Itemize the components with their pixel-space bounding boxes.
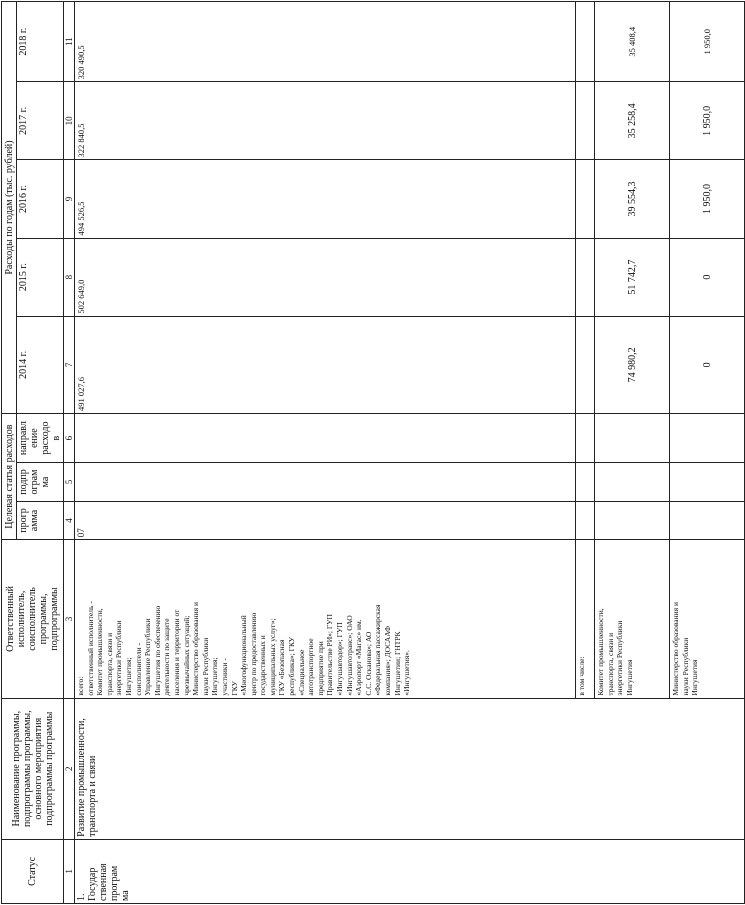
value-2014 [576, 316, 595, 413]
value-2017 [576, 82, 595, 160]
header-year-2016: 2016 г. [17, 160, 64, 238]
row-status: 1. Государ ственная програм ма [75, 839, 745, 903]
value-2018: 320 490,5 [75, 2, 576, 82]
header-year-2015: 2015 г. [17, 238, 64, 316]
header-row-1 [2, 2, 17, 904]
row-executor-including: в том числе: [576, 540, 595, 698]
value-2018: 35 408,4 [595, 2, 670, 82]
row-direction-code [75, 414, 576, 463]
column-number: 4 [64, 501, 75, 540]
header-subprogram: подпр ограм ма [17, 463, 64, 502]
value-2018: 1 950,0 [670, 2, 745, 82]
row-program-code: 07 [75, 501, 576, 540]
value-2016: 494 526,5 [75, 160, 576, 238]
column-number: 3 [64, 540, 75, 698]
column-number: 7 [64, 316, 75, 413]
column-number: 9 [64, 160, 75, 238]
value-2016 [576, 160, 595, 238]
rotated-table-wrapper [1, 1, 713, 904]
value-2017: 1 950,0 [670, 82, 745, 160]
column-number-row [64, 2, 75, 904]
header-program: прогр амма [17, 501, 64, 540]
column-number: 5 [64, 463, 75, 502]
header-name: Наименование программы, подпрограммы программы, основного мероприятия подпрограммы программы [2, 698, 64, 839]
value-2017: 35 258,4 [595, 82, 670, 160]
value-2015 [576, 238, 595, 316]
header-year-2018: 2018 г. [17, 2, 64, 82]
expenses-table [1, 1, 745, 904]
header-executor: Ответственный исполнитель, соисполнитель программы, подпрограммы [2, 540, 64, 698]
value-2014: 74 980,2 [595, 316, 670, 413]
column-number: 2 [64, 698, 75, 839]
value-2016: 39 554,3 [595, 160, 670, 238]
header-status: Статус [2, 839, 64, 903]
table-row [75, 2, 576, 904]
row-executor-ministry: Министерство образования и науки Республики Ингушетия [670, 540, 745, 698]
value-2017: 322 840,5 [75, 82, 576, 160]
column-number: 10 [64, 82, 75, 160]
row-executor-total: всего: ответственный исполнитель - Комитет промышленности, транспорта, связи и энергетики Республики Ингушетия; соисполнители - Управление Республики Ингушетия по обеспечению деятельности по защите населения и территории от чрезвычайных ситуаций; Министерство образования и науки Республики Ингушетия; участники - ГКУ «Многофункциональный центр по предоставлению государственных и муниципальных услуг»; ГКУ «Безопасная республика»; ГКУ «Специальное автотранспортное предприятие при Правительстве РИ»; ГУП «Ингушавтодор»; ГУП «Ингушавтотранс»; ОАО «Аэропорт «Магас» им. С.С. Осканова»; АО «Федеральная пассажирская компания»; ДОСААФ Ингушетии; ГНТРК «Ингушетия». [75, 540, 576, 698]
header-target-article: Целевая статья расходов [2, 414, 17, 540]
row-executor-committee: Комитет промышленности, транспорта, связи и энергетики Республики Ингушетия [595, 540, 670, 698]
value-2015: 502 649,0 [75, 238, 576, 316]
header-year-2017: 2017 г. [17, 82, 64, 160]
value-2015: 51 742,7 [595, 238, 670, 316]
value-2014: 0 [670, 316, 745, 413]
value-2015: 0 [670, 238, 745, 316]
column-number: 1 [64, 839, 75, 903]
value-2018 [576, 2, 595, 82]
header-year-2014: 2014 г. [17, 316, 64, 413]
header-direction: направл ение расходо в [17, 414, 64, 463]
header-expenses: Расходы по годам (тыс. рублей) [2, 2, 17, 414]
value-2016: 1 950,0 [670, 160, 745, 238]
value-2014: 491 027,6 [75, 316, 576, 413]
column-number: 6 [64, 414, 75, 463]
row-name: Развитие промышленности, транспорта и связи [75, 698, 745, 839]
column-number: 8 [64, 238, 75, 316]
row-subprogram-code [75, 463, 576, 502]
column-number: 11 [64, 2, 75, 82]
